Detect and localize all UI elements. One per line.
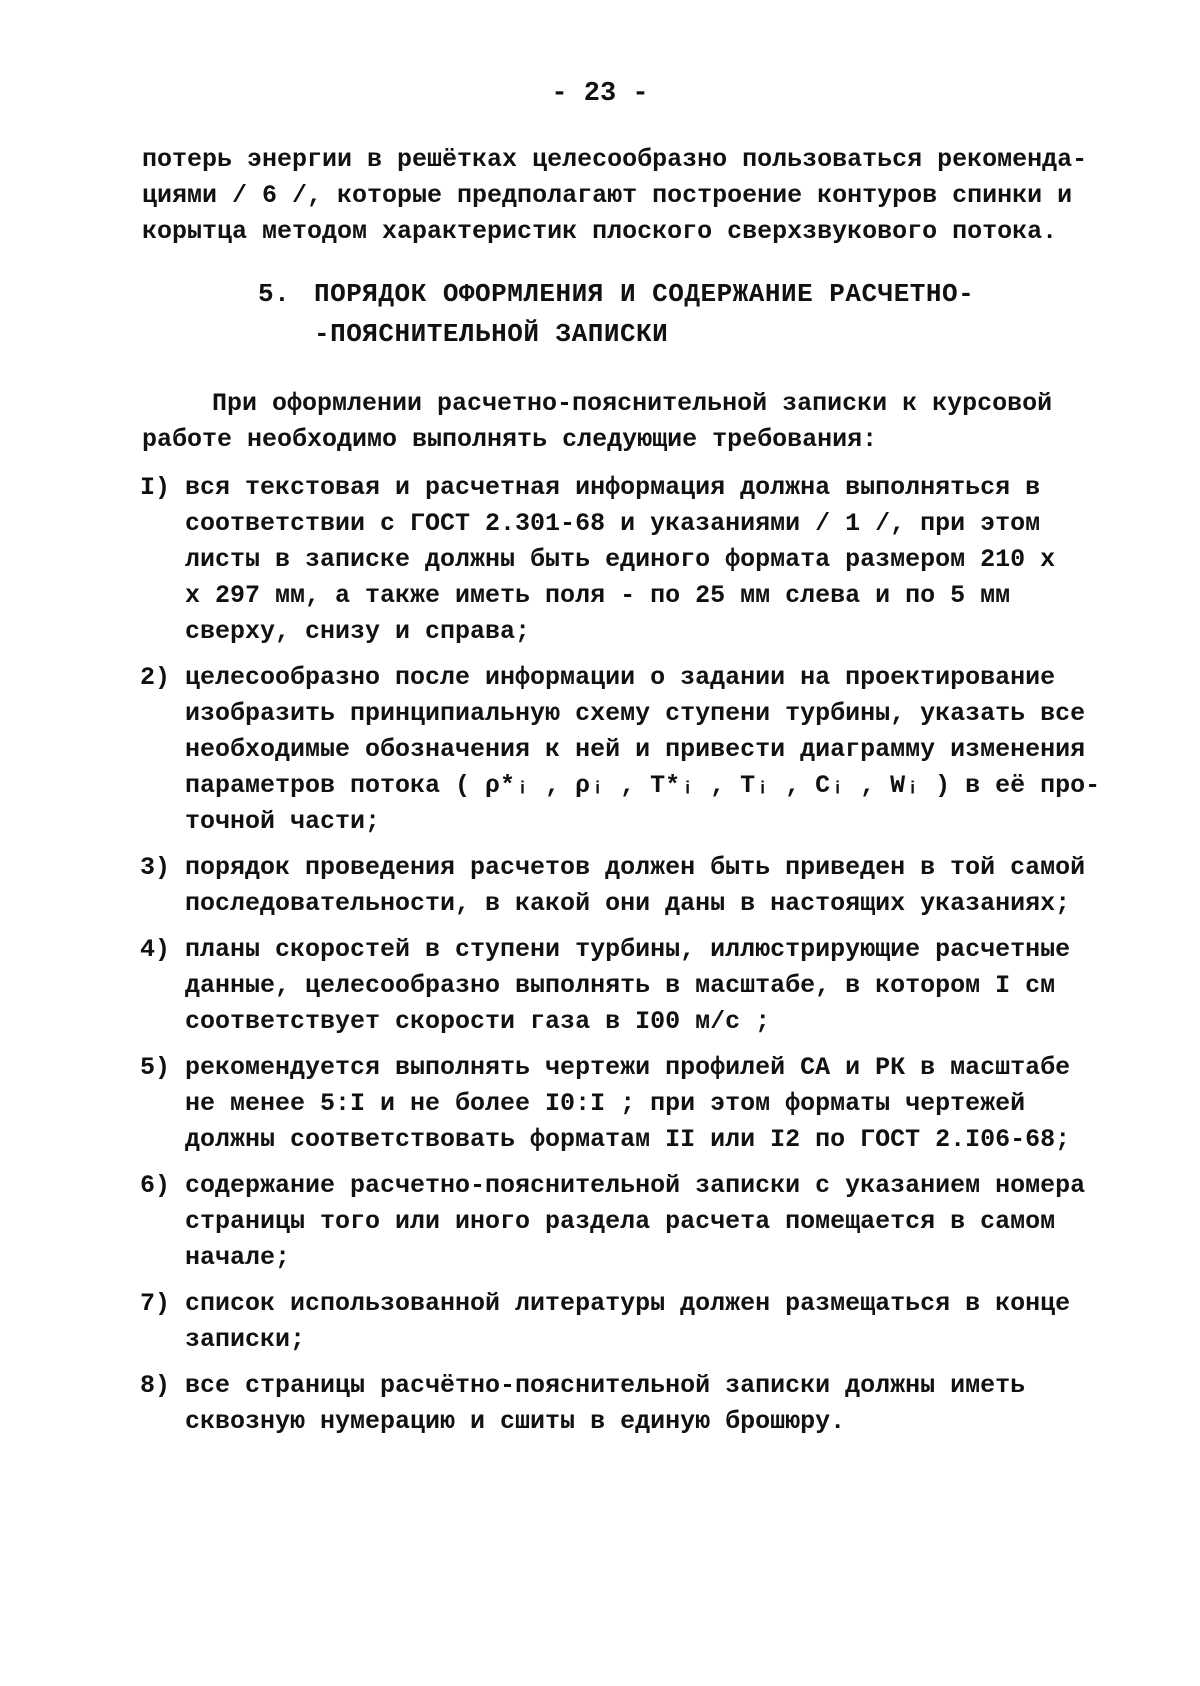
text-line: страницы того или иного раздела расчета помещается в самом [185,1207,1056,1236]
text-line: последовательности, в какой они даны в настоящих указаниях; [185,889,1071,918]
lead-paragraph [142,386,1062,458]
list-item [140,1168,1086,1276]
list-item-text [185,1050,1070,1158]
list-item-number: 3) [140,853,171,882]
text-line: листы в записке должны быть единого формата размером 210 х [185,545,1056,574]
text-line: рекомендуется выполнять чертежи профилей СА и РК в масштабе [185,1053,1071,1082]
text-line: х 297 мм, а также иметь поля - по 25 мм слева и по 5 мм [185,581,1011,610]
text-line: данные, целесообразно выполнять в масштабе, в котором I см [185,971,1056,1000]
section-title-line-1: ПОРЯДОК ОФОРМЛЕНИЯ И СОДЕРЖАНИЕ РАСЧЕТНО- [314,279,975,309]
text-line: целесообразно после информации о задании на проектирование [185,663,1056,692]
text-line: список использованной литературы должен размещаться в конце [185,1289,1071,1318]
list-item-number: 5) [140,1053,171,1082]
text-line: сквозную нумерацию и сшиты в единую брошюру. [185,1407,846,1436]
text-line: все страницы расчётно-пояснительной записки должны иметь [185,1371,1026,1400]
list-item-number: I) [140,473,171,502]
list-item-text [185,660,1101,840]
list-item-text [185,1368,1070,1440]
list-item-text [185,932,1070,1040]
text-line: необходимые обозначения к ней и привести диаграмму изменения [185,735,1086,764]
list-item [140,1368,1070,1440]
text-line: корытца методом характеристик плоского сверхзвукового потока. [142,217,1058,246]
text-line: работе необходимо выполнять следующие требования: [142,425,878,454]
section-title-line-2: -ПОЯСНИТЕЛЬНОЙ ЗАПИСКИ [314,319,669,349]
list-item-text [185,470,1070,650]
list-item [140,470,1070,650]
text-line: планы скоростей в ступени турбины, иллюстрирующие расчетные [185,935,1071,964]
intro-paragraph [142,142,1088,250]
list-item-number: 8) [140,1371,171,1400]
list-item [140,932,1070,1040]
text-line: порядок проведения расчетов должен быть приведен в той самой [185,853,1086,882]
list-item-text [185,1286,1070,1358]
list-item-number: 7) [140,1289,171,1318]
text-line: должны соответствовать форматам II или I2 по ГОСТ 2.I06-68; [185,1125,1071,1154]
text-line: изобразить принципиальную схему ступени турбины, указать все [185,699,1086,728]
list-item-text [185,1168,1086,1276]
list-item-number: 2) [140,663,171,692]
list-item [140,1286,1070,1358]
list-item [140,850,1086,922]
list-item-number: 6) [140,1171,171,1200]
list-item [140,1050,1070,1158]
text-line: вся текстовая и расчетная информация должна выполняться в [185,473,1041,502]
list-item-text [185,850,1086,922]
list-item-number: 4) [140,935,171,964]
page-number: - 23 - [551,79,649,109]
text-line: содержание расчетно-пояснительной записки с указанием номера [185,1171,1086,1200]
section-number: 5. [258,279,291,309]
list-item [140,660,1101,840]
text-line: соответствует скорости газа в I00 м/с ; [185,1007,771,1036]
text-line: соответствии с ГОСТ 2.301-68 и указаниями / 1 /, при этом [185,509,1041,538]
text-line: начале; [185,1243,291,1272]
text-line: сверху, снизу и справа; [185,617,531,646]
requirements-list [140,470,1101,1450]
text-line: циями / 6 /, которые предполагают построение контуров спинки и [142,181,1073,210]
text-line: записки; [185,1325,306,1354]
text-line: При оформлении расчетно-пояснительной записки к курсовой [212,389,1053,418]
text-line: точной части; [185,807,381,836]
text-line: потерь энергии в решётках целесообразно пользоваться рекоменда- [142,145,1088,174]
text-line: не менее 5:I и не более I0:I ; при этом форматы чертежей [185,1089,1026,1118]
text-line: параметров потока ( ρ*ᵢ , ρᵢ , T*ᵢ , Tᵢ , Cᵢ , Wᵢ ) в её про- [185,771,1101,800]
